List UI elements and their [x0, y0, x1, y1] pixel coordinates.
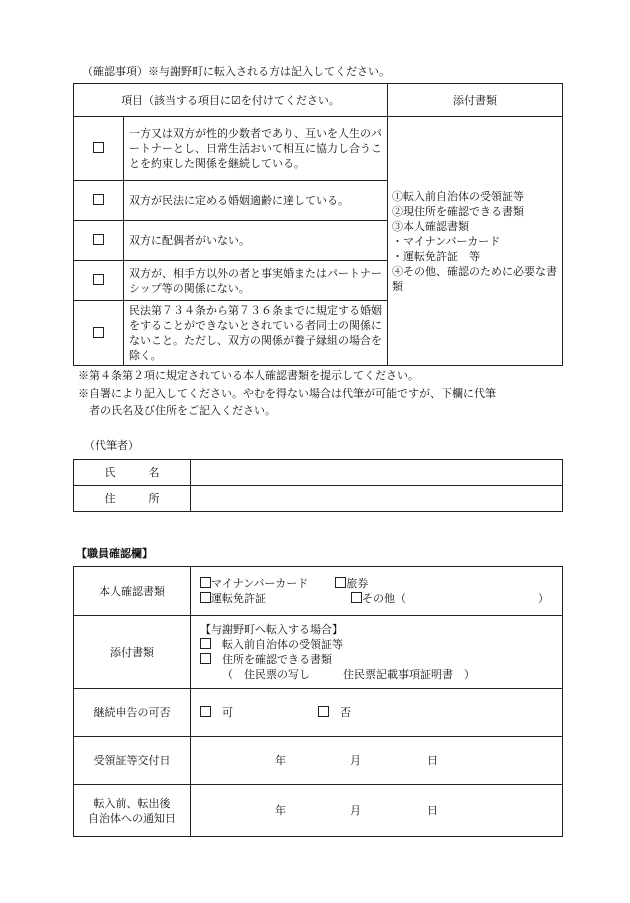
notice-date-field[interactable] — [191, 785, 563, 837]
checkbox[interactable] — [200, 592, 211, 603]
year-unit: 年 — [275, 754, 286, 767]
attached-label: 添付書類 — [74, 616, 191, 689]
month-unit: 月 — [350, 754, 361, 767]
confirm-table — [73, 83, 563, 366]
continuation-options — [191, 689, 563, 737]
checkbox[interactable] — [200, 653, 211, 664]
proxy-name-field[interactable] — [191, 460, 563, 486]
attached-options — [191, 616, 563, 689]
attached-sub: （ 住民票の写し 住民票記載事項証明書 ） — [222, 668, 475, 681]
item-checkbox-cell[interactable] — [74, 261, 124, 301]
checkbox[interactable] — [200, 706, 211, 717]
item-checkbox[interactable] — [93, 234, 104, 245]
doc-line: ・マイナンバーカード — [392, 234, 501, 248]
id-docs-label: 本人確認書類 — [74, 567, 191, 616]
item-checkbox-cell[interactable] — [74, 181, 124, 221]
proxy-address-label: 住 所 — [74, 486, 191, 512]
receipt-date-label: 受領証等交付日 — [74, 737, 191, 785]
opt-passport[interactable]: 旅券 — [335, 577, 368, 590]
item-text: 一方又は双方が性的少数者であり、互いを人生のパートナーとし、日常生活おいて相互に協力し合うことを約束した関係を継続している。 — [124, 117, 388, 181]
docs-cell — [388, 117, 563, 366]
item-text: 民法第７３４条から第７３６条までに規定する婚姻をすることができないとされている者同士の関係にないこと。ただし、双方の関係が養子縁組の場合を除く。 — [124, 301, 388, 366]
item-checkbox-cell[interactable] — [74, 301, 124, 366]
checkbox[interactable] — [351, 592, 362, 603]
continuation-label: 継続申告の可否 — [74, 689, 191, 737]
checkbox[interactable] — [318, 706, 329, 717]
note-signature-line1: ※自署により記入してください。やむを得ない場合は代筆が可能ですが、下欄に代筆 — [78, 387, 496, 400]
checkbox[interactable] — [200, 638, 211, 649]
item-text: 双方が民法に定める婚姻適齢に達している。 — [124, 181, 388, 221]
note-id-docs: ※第４条第２項に規定されている本人確認書類を提示してください。 — [78, 369, 419, 382]
item-column-header — [74, 84, 388, 117]
attached-heading: 【与謝野町へ転入する場合】 — [200, 623, 343, 636]
doc-line: ③本人確認書類 — [392, 219, 469, 233]
receipt-date-field[interactable] — [191, 737, 563, 785]
id-docs-options — [191, 567, 563, 616]
item-checkbox-cell[interactable] — [74, 221, 124, 261]
item-text: 双方に配偶者がいない。 — [124, 221, 388, 261]
day-unit: 日 — [427, 754, 438, 767]
opt-no[interactable]: 否 — [318, 706, 351, 719]
proxy-title: （代筆者） — [84, 439, 139, 452]
item-text: 双方が、相手方以外の者と事実婚またはパートナーシップ等の関係にない。 — [124, 261, 388, 301]
proxy-name-label: 氏 名 — [74, 460, 191, 486]
notice-date-label: 転入前、転出後 自治体への通知日 — [74, 785, 191, 837]
item-column-header-text: 項目（該当する項目に☑を付けてください。 — [121, 93, 340, 107]
year-unit: 年 — [275, 804, 286, 817]
checkbox[interactable] — [335, 577, 346, 588]
opt-other[interactable]: その他（ ） — [351, 592, 549, 605]
opt-mynumber[interactable]: マイナンバーカード — [200, 577, 308, 590]
item-checkbox[interactable] — [93, 274, 104, 285]
item-checkbox[interactable] — [93, 142, 104, 153]
day-unit: 日 — [427, 804, 438, 817]
opt-license[interactable]: 運転免許証 — [200, 592, 266, 605]
proxy-address-field[interactable] — [191, 486, 563, 512]
doc-line: ②現住所を確認できる書類 — [392, 204, 524, 218]
note-signature-line2: 者の氏名及び住所をご記入ください。 — [89, 404, 276, 417]
doc-line: ・運転免許証 等 — [392, 249, 480, 263]
item-checkbox[interactable] — [93, 194, 104, 205]
month-unit: 月 — [350, 804, 361, 817]
item-checkbox-cell[interactable] — [74, 117, 124, 181]
docs-column-header: 添付書類 — [388, 84, 563, 117]
staff-title: 【職員確認欄】 — [76, 547, 153, 560]
checkbox[interactable] — [200, 577, 211, 588]
staff-table — [73, 566, 563, 837]
opt-prev-receipt[interactable]: 転入前自治体の受領証等 — [200, 637, 562, 652]
doc-line: ④その他、確認のために必要な書類 — [392, 264, 557, 293]
proxy-table — [73, 459, 563, 512]
item-checkbox[interactable] — [93, 327, 104, 338]
header-note: （確認事項）※与謝野町に転入される方は記入してください。 — [82, 65, 390, 78]
doc-line: ①転入前自治体の受領証等 — [392, 189, 524, 203]
opt-address-doc[interactable]: 住所を確認できる書類 — [200, 652, 562, 667]
opt-yes[interactable]: 可 — [200, 706, 233, 719]
